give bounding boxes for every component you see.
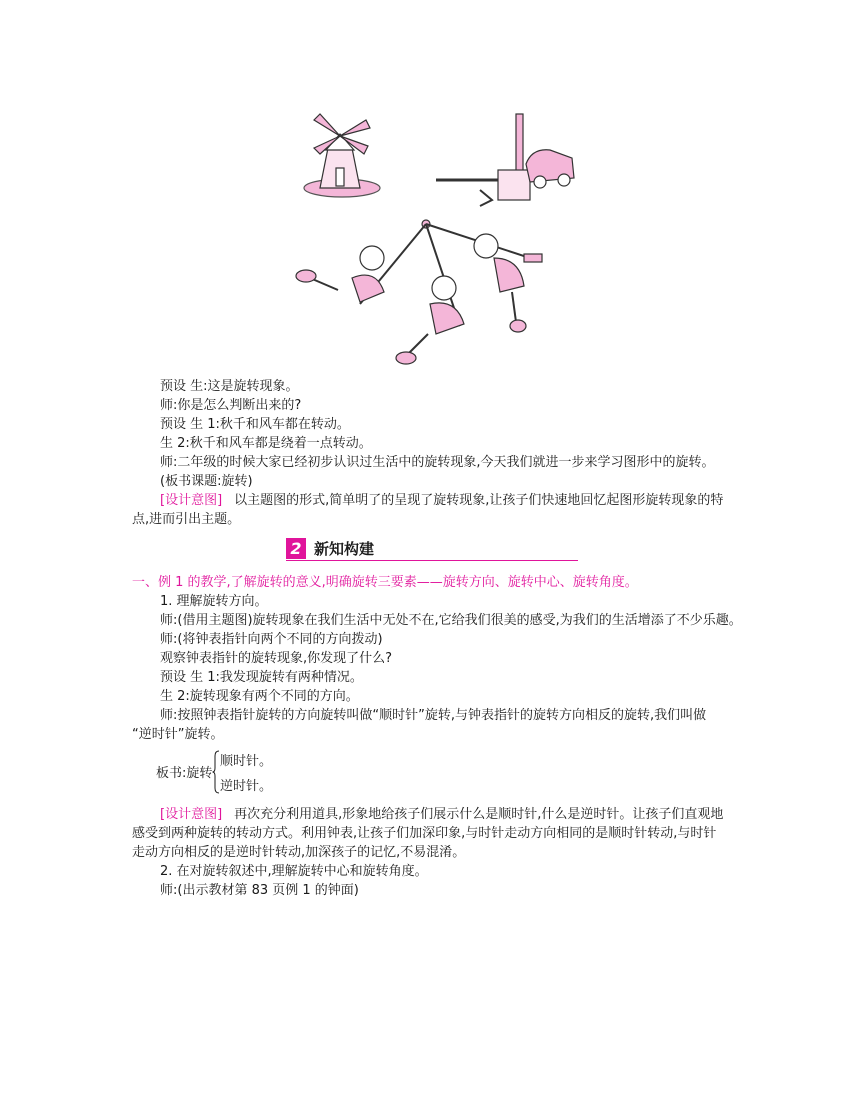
dialogue-line: 生 2:秋千和风车都是绕着一点转动。 (160, 436, 372, 451)
clockwise-option: 顺时针。 (220, 754, 273, 769)
dialogue-line: 师:你是怎么判断出来的? (160, 398, 302, 413)
design-note-2-cont: 感受到两种旋转的转动方式。利用钟表,让孩子们加深印象,与时针走动方向相同的是顺时针转动,与时针 (132, 826, 717, 841)
section-number-badge: 2 (286, 538, 306, 559)
blackboard-label: 板书:旋转 (156, 766, 213, 781)
design-note-1 (160, 492, 723, 510)
dialogue-line: 师:(将钟表指针向两个不同的方向拨动) (160, 632, 383, 647)
subheading: 2. 在对旋转叙述中,理解旋转中心和旋转角度。 (160, 864, 428, 879)
dialogue-line: 预设 生 1:我发现旋转有两种情况。 (160, 670, 363, 685)
dialogue-line: 师:(借用主题图)旋转现象在我们生活中无处不在,它给我们很美的感受,为我们的生活增添了不少乐趣。 (160, 613, 742, 628)
subheading: 1. 理解旋转方向。 (160, 594, 268, 609)
counterclockwise-option: 逆时针。 (220, 779, 273, 794)
section-title: 新知构建 (314, 540, 375, 558)
design-note-1-cont: 点,进而引出主题。 (132, 512, 241, 527)
board-title-line: (板书课题:旋转) (160, 474, 253, 489)
design-note-text: 再次充分利用道具,形象地给孩子们展示什么是顺时针,什么是逆时针。让孩子们直观地 (234, 807, 724, 822)
section-header (286, 537, 578, 561)
windmill-drawing (304, 114, 380, 197)
design-note-text: 以主题图的形式,简单明了的呈现了旋转现象,让孩子们快速地回忆起图形旋转现象的特 (234, 493, 724, 508)
dialogue-line: 预设 生 1:秋千和风车都在转动。 (160, 417, 350, 432)
example-heading: 一、例 1 的教学,了解旋转的意义,明确旋转三要素——旋转方向、旋转中心、旋转角度。 (132, 575, 638, 590)
girl-left (296, 246, 384, 302)
design-note-2-cont: 走动方向相反的是逆时针转动,加深孩子的记忆,不易混淆。 (132, 845, 466, 860)
dialogue-line: 师:(出示教材第 83 页例 1 的钟面) (160, 883, 359, 898)
dialogue-line-cont: “逆时针”旋转。 (132, 727, 224, 742)
girl-middle (396, 276, 464, 364)
brace-icon (212, 750, 220, 794)
dialogue-line: 师:二年级的时候大家已经初步认识过生活中的旋转现象,今天我们就进一步来学习图形中的旋转。 (160, 455, 715, 470)
design-note-2 (160, 806, 723, 824)
swing-ride-drawing (296, 220, 542, 364)
theme-illustration (280, 108, 580, 376)
design-note-tag: [设计意图] (160, 807, 223, 822)
dialogue-line: 师:按照钟表指针旋转的方向旋转叫做“顺时针”旋转,与钟表指针的旋转方向相反的旋转,我们叫做 (160, 708, 707, 723)
dialogue-line: 预设 生:这是旋转现象。 (160, 379, 299, 394)
dialogue-line: 观察钟表指针的旋转现象,你发现了什么? (160, 651, 393, 666)
design-note-tag: [设计意图] (160, 493, 223, 508)
dialogue-line: 生 2:旋转现象有两个不同的方向。 (160, 689, 359, 704)
barrier-gate-drawing (436, 114, 574, 206)
section-underline (286, 560, 578, 561)
girl-right (474, 234, 542, 332)
